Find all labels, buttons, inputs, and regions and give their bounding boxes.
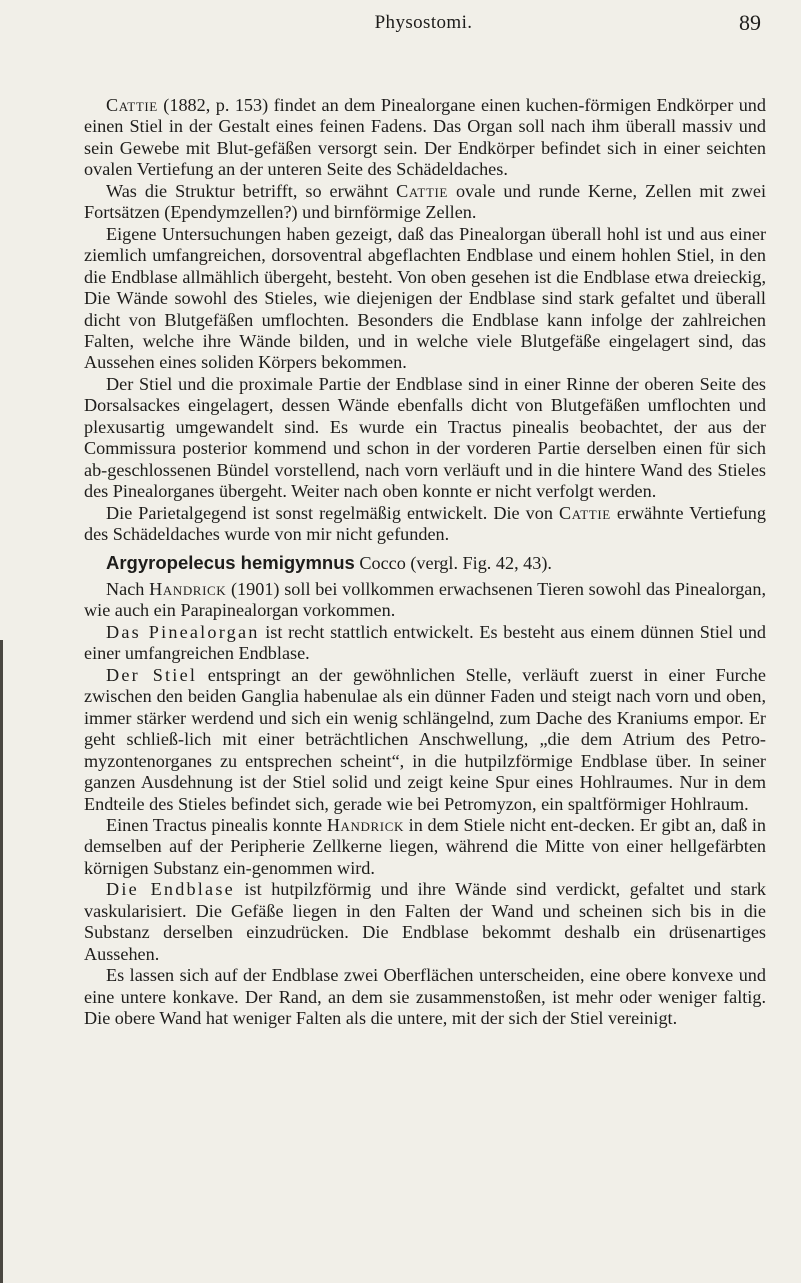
paragraph-stalk: Der Stiel und die proximale Partie der Endblase sind in einer Rinne der oberen Seite des Dorsalsackes eingelagert, dessen Wände ebenfalls dicht von Blutgefäßen umflochten und plexusartig umgewandelt sind. Es wurde ein Tractus pinealis beobachtet, der aus der Commissura posterior kommend und schon in der vorderen Partie derselben einen für sich ab-geschlossenen Bündel vorstellend, nach vorn verläuft und in die hintere Wand des Stieles des Pinealorganes übergeht. Weiter nach oben konnte er nicht verfolgt werden. [84, 373, 766, 502]
paragraph-cattie-intro [84, 95, 766, 181]
paragraph-stiel [84, 665, 766, 815]
paragraph-text: (1901) soll bei vollkommen erwachsenen Tieren sowohl das Pinealorgan, wie auch ein Parapinealorgan vorkommen. [84, 578, 766, 621]
paragraph-text: Was die Struktur betrifft, so erwähnt [106, 180, 397, 201]
paragraph-tractus [84, 815, 766, 879]
page-number: 89 [739, 10, 761, 35]
paragraph-text: Einen Tractus pinealis konnte [106, 814, 327, 835]
paragraph-handrick [84, 579, 766, 622]
paragraph-text: erwähnte Vertiefung des Schädeldaches wurde von mir nicht gefunden. [84, 502, 766, 545]
paragraph-text: (1882, p. 153) findet an dem Pinealorgane einen kuchen-förmigen Endkörper und einen Stiel in der Gestalt eines feinen Fadens. Das Organ soll nach ihm überall massiv und sein Gewebe mit Blut-gefäßen versorgt sein. Der Endkörper befindet sich in einer seichten ovalen Vertiefung an der unteren Seite des Schädeldaches. [84, 95, 766, 180]
paragraph-text: ist recht stattlich entwickelt. Es besteht aus einem dünnen Stiel und einer umfangreichen Endblase. [84, 621, 767, 664]
paragraph-structure [84, 181, 766, 224]
paragraph-parietal [84, 503, 766, 546]
spaced-term: Die Endblase [106, 879, 235, 900]
author-name: Cattie [106, 95, 158, 115]
paragraph-surfaces: Es lassen sich auf der Endblase zwei Oberflächen unterscheiden, eine obere konvexe und eine untere konkave. Der Rand, an dem sie zusammenstoßen, ist mehr oder weniger faltig. Die obere Wand hat weniger Falten als die untere, mit der sich der Stiel vereinigt. [84, 965, 766, 1029]
paragraph-endblase [84, 879, 766, 965]
page-body [84, 95, 766, 1029]
author-name: Handrick [149, 578, 227, 599]
page-header [86, 12, 761, 38]
paragraph-text: Nach [106, 578, 150, 599]
species-name: Argyropelecus hemigymnus [106, 551, 355, 573]
scan-edge-line [0, 640, 3, 1283]
paragraph-pinealorgan [84, 622, 766, 665]
paragraph-text: in dem Stiele nicht ent-decken. Er gibt an, daß in demselben auf der Peripherie Zellkerne liegen, während die Mitte von einer hellgefärbten körnigen Substanz ein-genommen wird. [84, 814, 766, 878]
author-name: Cattie [558, 502, 611, 523]
paragraph-text: Die Parietalgegend ist sonst regelmäßig entwickelt. Die von [106, 502, 559, 523]
paragraph-own-research: Eigene Untersuchungen haben gezeigt, daß das Pinealorgan überall hohl ist und aus einer ziemlich umfangreichen, dorsoventral abgeflachten Endblase und einem hohlen Stiel, in den die Endblase allmählich übergeht, besteht. Von oben gesehen ist die Endblase etwa dreieckig, Die Wände sowohl des Stieles, wie diejenigen der Endblase sind stark gefaltet und überall dicht von Blutgefäßen umflochten. Besonders die Endblase kann infolge der zahlreichen Falten, welche ihre Wände bilden, und in welche viele Blutgefäße eingelagert sind, das Aussehen eines soliden Körpers bekommen. [84, 223, 766, 373]
species-heading [84, 552, 766, 574]
paragraph-text: entspringt an der gewöhnlichen Stelle, verläuft zuerst in einer Furche zwischen den beiden Ganglia habenulae als ein dünner Faden und steigt nach vorn und oben, immer stärker werdend und sich ein wenig schlängelnd, zum Dache des Kraniums empor. Er geht schließ-lich mit einer beträchtlichen Anschwellung, „die dem Atrium des Petro-myzontenorganes zu entsprechen scheint“, in die hutpilzförmige Endblase über. In seiner ganzen Ausdehnung ist der Stiel solid und zeigt keine Spur eines Hohlraumes. Nur in dem Endteile des Stieles befindet sich, gerade wie bei Petromyzon, ein spaltförmiger Hohlraum. [84, 664, 766, 814]
spaced-term: Das Pinealorgan [106, 621, 260, 642]
spaced-term: Der Stiel [106, 664, 198, 685]
paragraph-text: ovale und runde Kerne, Zellen mit zwei Fortsätzen (Ependymzellen?) und birnförmige Zellen. [84, 180, 767, 223]
species-citation: Cocco (vergl. Fig. 42, 43). [354, 552, 552, 573]
running-title: Physostomi. [374, 12, 473, 33]
author-name: Cattie [396, 180, 448, 201]
paragraph-text: ist hutpilzförmig und ihre Wände sind verdickt, gefaltet und stark vaskularisiert. Die Gefäße liegen in den Falten der Wand und scheinen sich bis in die Substanz derselben einzudrücken. Die Endblase bekommt deshalb ein drüsenartiges Aussehen. [84, 879, 766, 964]
author-name: Handrick [326, 814, 404, 835]
